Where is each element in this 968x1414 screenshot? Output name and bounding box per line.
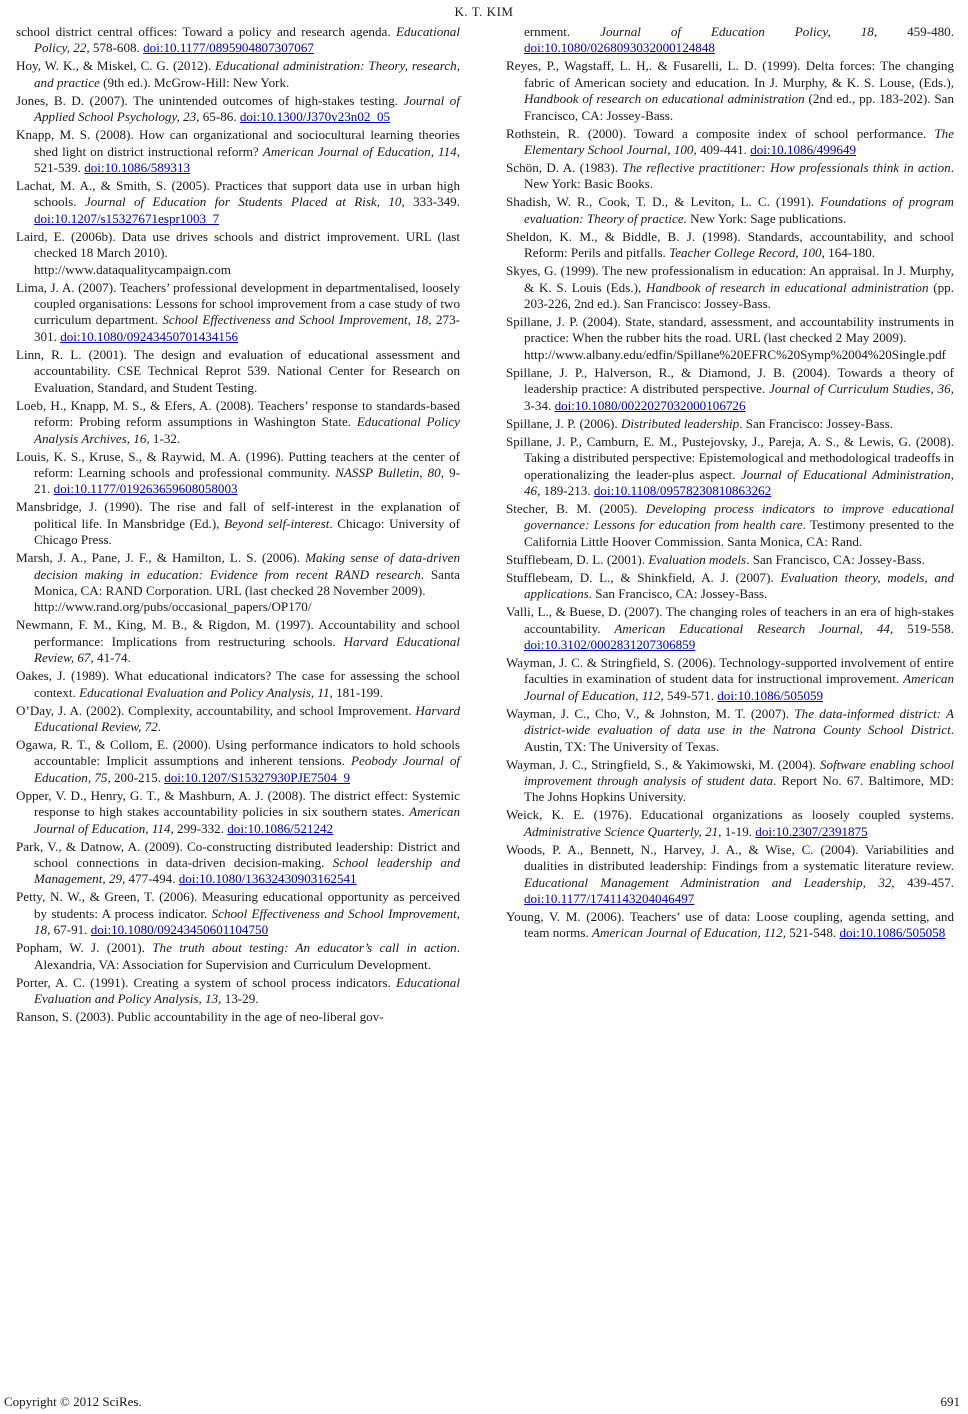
reference-text: Sheldon, K. M., & Biddle, B. J. (1998). Standards, accountability, and school Reform: Perils and pitfalls. [506,228,954,261]
reference-url: http://www.rand.org/pubs/occasional_papers/OP170/ [34,599,312,615]
reference-entry [506,706,954,755]
reference-details: 273-301. [34,312,460,344]
reference-entry [506,24,954,57]
doi-link[interactable]: doi:10.1086/505058 [839,925,946,941]
reference-text: Porter, A. C. (1991). Creating a system of school process indicators. [16,974,396,990]
reference-details: 477-494. [125,871,179,887]
reference-details: 13-29. [221,991,259,1007]
reference-text: Laird, E. (2006b). Data use drives schools and district improvement. URL (last checked 18 March 2010). [16,228,460,261]
reference-details: (2nd ed., pp. 183-202). San Francisco, CA: Jossey-Bass. [524,91,954,123]
reference-details: . Testimony presented to the California Little Hoover Commission. Santa Monica, CA: Rand. [524,517,954,549]
reference-text: Stufflebeam, D. L. (2001). [506,551,649,567]
doi-link[interactable]: doi:10.1086/499649 [750,142,857,158]
reference-details: 439-457. [894,874,954,890]
reference-entry [16,398,460,447]
reference-details: 519-558. [893,620,954,636]
reference-entry [506,194,954,227]
reference-entry [506,757,954,806]
reference-details: . Austin, TX: The University of Texas. [524,722,954,754]
reference-source: Journal of Education Policy, 18, [600,24,878,39]
reference-details: 409-441. [696,142,751,158]
reference-entry [16,93,460,126]
doi-link[interactable]: doi:10.1177/0895904807307067 [143,40,314,56]
reference-source: The reflective practitioner: How professionals think in action [622,160,951,176]
reference-entry [16,58,460,91]
reference-source: Foundations of program evaluation: Theory of practice. [524,194,954,226]
reference-entry [16,449,460,498]
reference-details: 200-215. [110,769,165,785]
reference-entry [16,229,460,278]
reference-details: 181-199. [332,684,384,700]
reference-entry [16,1009,460,1025]
reference-details: 299-332. [173,820,228,836]
reference-text: Knapp, M. S. (2008). How can organizational and sociocultural learning theories shed light on district instructional reform? [16,127,460,159]
reference-text: Spillane, J. P., Camburn, E. M., Pustejovsky, J., Pareja, A. S., & Lewis, G. (2008). Taking a distributed perspective: Epistemological and methodological tradeoffs in operationalizing the leader-plus aspect. [506,433,954,482]
reference-text: O’Day, J. A. (2002). Complexity, accountability, and school Improvement. [16,702,416,718]
reference-entry [506,807,954,840]
reference-source: Software enabling school improvement through analysis of student data [524,756,954,788]
doi-link[interactable]: doi:10.1080/09243450601104750 [90,922,269,938]
reference-entry [16,127,460,176]
reference-details: 9-21. [34,464,460,497]
reference-entry [506,655,954,704]
reference-url: http://www.albany.edu/edfin/Spillane%20EFRC%20Symp%2004%20Single.pdf [524,346,946,362]
doi-link[interactable]: doi:10.1207/S15327930PJE7504_9 [164,769,351,785]
reference-entry [16,617,460,666]
reference-source: Beyond self-interest [224,515,330,531]
doi-link[interactable]: doi:10.1086/521242 [227,820,334,836]
reference-text: Stufflebeam, D. L., & Shinkfield, A. J. (2007). [506,569,781,585]
reference-details: . Report No. 67. Baltimore, MD: The Johns Hopkins University. [524,772,954,805]
reference-entry [506,570,954,603]
reference-details: 41-74. [93,650,131,666]
reference-text: Stecher, B. M. (2005). [506,500,646,516]
reference-details: 3-34. [524,397,555,413]
doi-link[interactable]: doi:10.3102/0002831207306859 [524,636,696,652]
reference-entry [16,975,460,1008]
reference-details: 578-608. [89,40,144,56]
doi-link[interactable]: doi:10.1086/505059 [717,687,824,703]
reference-entry [16,24,460,57]
reference-text: Lachat, M. A., & Smith, S. (2005). Practices that support data use in urban high schools. [16,178,460,210]
reference-source: School Effectiveness and School Improvement, 18, [34,905,460,938]
reference-details: . San Francisco, CA: Jossey-Bass. [588,586,768,602]
reference-entry [16,737,460,786]
reference-text: Weick, K. E. (1976). Educational organizations as loosely coupled systems. [506,807,954,823]
reference-details: . Alexandria, VA: Association for Supervision and Curriculum Development. [34,940,461,972]
reference-source: The Elementary School Journal, 100, [524,125,954,158]
reference-text: Spillane, J. P. (2004). State, standard, assessment, and accountability instruments in practice: When the rubber hits the road. URL (last checked 2 May 2009). [506,314,954,346]
reference-details: 521-539. [34,160,85,176]
reference-entry [506,229,954,262]
reference-entry [506,365,954,414]
reference-entry [16,839,460,888]
reference-details: . New York: Basic Books. [524,160,954,192]
reference-entry [506,434,954,500]
reference-source: Harvard Educational Review, 72 [34,702,460,734]
reference-source: Teacher College Record, 100, [669,245,825,261]
reference-details: . [157,718,162,734]
references-column-right [506,24,954,943]
reference-entry [506,314,954,363]
reference-text: Ranson, S. (2003). Public accountability in the age of neo-liberal gov- [16,1009,384,1025]
reference-entry [506,501,954,550]
reference-source: Handbook of research in educational administration [646,279,929,295]
reference-text: Opper, V. D., Henry, G. T., & Mashburn, A. J. (2008). The district effect: Systemic response to high stakes accountability policies in six southern states. [16,787,460,820]
reference-text: Linn, R. L. (2001). The design and evaluation of educational assessment and accountability. CSE Technical Reprot 539. National Center for Research on Evaluation, Standard, and Student Testing. [16,346,460,395]
reference-text: Valli, L., & Buese, D. (2007). The changing roles of teachers in an era of high-stakes accountability. [506,604,954,636]
reference-source: Evaluation theory, models, and applications [524,569,954,602]
reference-details: 189-213. [540,482,594,498]
reference-text: Spillane, J. P., Halverson, R., & Diamond, J. B. (2004). Towards a theory of leadership practice: A distributed perspective. [506,364,954,397]
reference-source: Evaluation models [648,551,747,567]
reference-text: Hoy, W. K., & Miskel, C. G. (2012). [16,58,216,74]
reference-source: American Journal of Education, 112, [524,671,954,703]
reference-source: Journal of Educational Administration, 46, [524,466,954,498]
doi-link[interactable]: doi:10.1080/0268093032000124848 [524,40,715,56]
reference-entry [16,280,460,346]
reference-source: American Journal of Education, 114, [34,804,460,836]
reference-details: 521-548. [785,925,840,941]
reference-source: The data-informed district: A district-wide evaluation of data use in the Natrona County School District [524,705,954,738]
reference-details: . San Francisco: Jossey-Bass. [739,415,893,431]
reference-source: Journal of Curriculum Studies, 36, [769,381,954,397]
reference-entry [16,703,460,736]
reference-source: Educational Policy, 22, [34,24,460,56]
reference-entry [506,160,954,193]
reference-source: American Journal of Education, 112, [592,925,786,941]
reference-text: Loeb, H., Knapp, M. S., & Efers, A. (2008). Teachers’ response to standards-based reform: Probing reform assumptions in Washington State. [16,397,460,430]
doi-link[interactable]: doi:10.1207/s15327671espr1003_7 [34,210,220,226]
reference-text: Schön, D. A. (1983). [506,160,623,176]
reference-source: Educational Evaluation and Policy Analysis, 13, [34,974,460,1007]
doi-link[interactable]: doi:10.1300/J370v23n02_05 [239,109,391,125]
reference-text: Lima, J. A. (2007). Teachers’ professional development in departmentalised, loosely coupled organisations: Lessons for school improvement from a case study of two curriculum department. [16,279,460,328]
reference-entry [16,178,460,227]
reference-entry [16,940,460,973]
doi-link[interactable]: doi:10.1086/589313 [84,160,191,176]
reference-text: Ogawa, R. T., & Collom, E. (2000). Using performance indicators to hold schools accountable: Implicit assumptions and inherent tensions. [16,736,460,769]
doi-link[interactable]: doi:10.1080/13632430903162541 [178,871,357,887]
reference-entry [16,347,460,396]
reference-entry [506,552,954,568]
reference-source: The truth about testing: An educator’s call in action [152,940,457,956]
reference-text: Newmann, F. M., King, M. B., & Rigdon, M. (1997). Accountability and school performance: Implications from restructuring schools. [16,617,460,649]
reference-entry [506,909,954,942]
reference-source: Handbook of research on educational administration [524,91,805,107]
doi-link[interactable]: doi:10.1177/1741143204046497 [524,891,695,906]
reference-entry [506,416,954,432]
reference-text: Wayman, J. C. & Stringfield, S. (2006). Technology-supported involvement of entire faculties in examination of student data for instructional improvement. [506,654,954,687]
reference-source: Peobody Journal of Education, 75, [34,753,460,785]
reference-details: (9th ed.). McGrow-Hill: New York. [99,74,290,90]
reference-text: Wayman, J. C., Cho, V., & Johnston, M. T. (2007). [506,705,795,721]
reference-text: Popham, W. J. (2001). [16,940,153,956]
reference-text: Rothstein, R. (2000). Toward a composite index of school performance. [506,125,935,141]
reference-details: (pp. 203-226, 2nd ed.). San Francisco: Jossey-Bass. [524,279,954,312]
reference-entry [16,550,460,616]
reference-details: New York: Sage publications. [686,210,847,226]
reference-entry [506,126,954,159]
reference-text: Shadish, W. R., Cook, T. D., & Leviton, L. C. (1991). [506,194,821,210]
reference-details: 164-180. [824,245,876,261]
reference-entry [506,604,954,653]
reference-source: Harvard Educational Review, 67, [34,633,460,666]
reference-details: 333-349. [404,194,460,210]
reference-details: . Santa Monica, CA: RAND Corporation. URL (last checked 28 November 2009). [34,566,460,598]
reference-entry [16,788,460,837]
doi-link[interactable]: doi:10.2307/2391875 [755,823,868,839]
reference-details: . Chicago: University of Chicago Press. [34,515,460,548]
reference-source: School leadership and Management, 29, [34,855,460,887]
reference-source: Educational Management Administration and Leadership, 32, [524,874,895,890]
reference-source: Making sense of data-driven decision making in education: Evidence from recent RAND research [34,550,460,582]
reference-details: 1-32. [149,430,181,446]
reference-source: School Effectiveness and School Improvement, 18, [162,312,432,328]
reference-text: Oakes, J. (1989). What educational indicators? The case for assessing the school context. [16,668,460,700]
reference-source: Educational administration: Theory, research, and practice [34,58,460,90]
reference-text: Mansbridge, J. (1990). The rise and fall of self-interest in the explanation of political life. In Mansbridge (Ed.), [16,499,460,531]
reference-text: school district central offices: Toward a policy and research agenda. [16,24,396,39]
copyright-notice: Copyright © 2012 SciRes. [4,1394,142,1409]
doi-link[interactable]: doi:10.1080/0022027032000106726 [554,397,746,413]
reference-source: Administrative Science Quarterly, 21, [524,823,722,839]
reference-source: NASSP Bulletin, 80, [335,464,445,480]
reference-entry [16,499,460,548]
reference-source: American Journal of Education, 114, [262,143,460,159]
reference-text: Spillane, J. P. (2006). [506,415,621,431]
reference-text: Jones, B. D. (2007). The unintended outcomes of high-stakes testing. [16,92,404,108]
reference-text: Reyes, P., Wagstaff, L. H,. & Fusarelli, L. D. (1999). Delta forces: The changing fabric of American society and education. In J. Murphy, & K. S. Louse, (Eds.), [506,58,954,90]
reference-source: Educational Evaluation and Policy Analysis, 11, [79,684,333,700]
doi-link[interactable]: doi:10.1177/019263659608058003 [53,481,238,497]
reference-text: ernment. [524,24,601,39]
reference-source: American Educational Research Journal, 44, [614,620,894,636]
reference-source: Journal of Applied School Psychology, 23, [34,92,460,125]
reference-source: Journal of Education for Students Placed at Risk, 10, [84,194,405,210]
reference-details: 67-91. [50,922,91,938]
reference-text: Young, V. M. (2006). Teachers’ use of data: Loose coupling, agenda setting, and team norms. [506,909,954,941]
doi-link[interactable]: doi:10.1080/09243450701434156 [60,328,239,344]
reference-source: Distributed leadership [620,415,740,431]
reference-details: . San Francisco, CA: Jossey-Bass. [746,551,925,567]
reference-text: Woods, P. A., Bennett, N., Harvey, J. A., & Wise, C. (2004). Variabilities and dualities in distributed leadership: Findings from a systematic literature review. [506,841,954,874]
reference-entry [506,263,954,312]
reference-source: Educational Policy Analysis Archives, 16, [34,414,460,446]
reference-entry [506,842,954,908]
reference-details: 459-480. [877,24,954,39]
reference-url: http://www.dataqualitycampaign.com [34,261,231,277]
page-number: 691 [940,1394,960,1409]
reference-text: Park, V., & Datnow, A. (2009). Co-constructing distributed leadership: District and school connections in data-driven decision-making. [16,838,460,870]
reference-details: 65-86. [199,109,240,125]
reference-source: Developing process indicators to improve educational governance: Lessons for education from health care [524,500,954,533]
reference-details: 549-571. [663,687,718,703]
reference-text: Skyes, G. (1999). The new professionalism in education: An appraisal. In J. Murphy, & K. S. Louis (Eds.), [506,263,954,295]
reference-text: Petty, N. W., & Green, T. (2006). Measuring educational opportunity as perceived by students: A process indicator. [16,889,460,921]
reference-text: Wayman, J. C., Stringfield, S., & Yakimowski, M. (2004). [506,756,820,772]
reference-text: Louis, K. S., Kruse, S., & Raywid, M. A. (1996). Putting teachers at the center of reform: Learning schools and professional community. [16,448,460,480]
doi-link[interactable]: doi:10.1108/09578230810863262 [593,482,772,498]
running-head: K. T. KIM [454,4,514,19]
reference-entry [506,58,954,124]
reference-entry [16,668,460,701]
reference-entry [16,889,460,938]
reference-details: 1-19. [721,823,756,839]
reference-text: Marsh, J. A., Pane, J. F., & Hamilton, L. S. (2006). [16,550,306,566]
references-column-left [16,24,460,1027]
